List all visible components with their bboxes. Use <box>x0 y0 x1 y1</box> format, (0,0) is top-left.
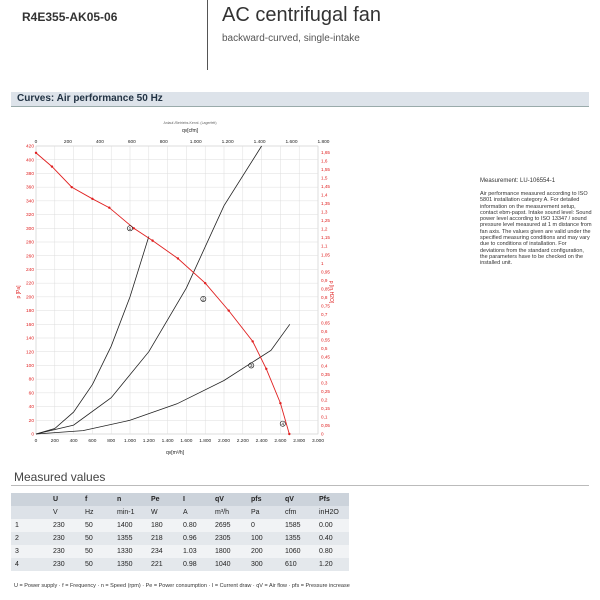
x-tick-label: 2.400 <box>255 439 268 444</box>
table-cell: 1800 <box>211 545 247 558</box>
section-title: Curves: Air performance 50 Hz <box>17 93 163 104</box>
header-cell: U <box>49 493 81 506</box>
top-tick-label: 1.800 <box>317 140 330 145</box>
right-tick-label: 1,25 <box>321 218 330 224</box>
unit-cell: Hz <box>81 506 113 519</box>
right-tick-label: 0,35 <box>321 371 330 377</box>
table-cell: 2 <box>11 532 49 545</box>
y-tick-label: 380 <box>25 172 34 178</box>
x-tick-label: 200 <box>50 439 59 444</box>
x-tick-label: 400 <box>69 439 78 444</box>
page-title: AC centrifugal fan <box>222 4 381 26</box>
right-tick-label: 1,3 <box>321 209 328 215</box>
table-cell: 221 <box>147 558 179 571</box>
right-tick-label: 0,85 <box>321 286 330 292</box>
unit-cell: inH2O <box>315 506 349 519</box>
right-tick-label: 0,45 <box>321 354 330 360</box>
y-tick-label: 320 <box>25 213 34 219</box>
table-cell: 1400 <box>113 519 147 532</box>
x-tick-label: 1.800 <box>199 439 212 444</box>
y-tick-label: 280 <box>25 240 34 246</box>
table-cell: 180 <box>147 519 179 532</box>
table-cell: 230 <box>49 545 81 558</box>
right-tick-label: 1,5 <box>321 175 328 181</box>
header-cell: f <box>81 493 113 506</box>
page-subtitle: backward-curved, single-intake <box>222 33 360 44</box>
table-cell: 2695 <box>211 519 247 532</box>
table-cell: 1.03 <box>179 545 211 558</box>
table-units-row <box>11 506 349 519</box>
right-tick-label: 0,25 <box>321 388 330 394</box>
table-cell: 50 <box>81 532 113 545</box>
table-cell: 0.96 <box>179 532 211 545</box>
top-tick-label: 0 <box>34 140 38 145</box>
unit-cell: min-1 <box>113 506 147 519</box>
right-tick-label: 0,1 <box>321 414 328 420</box>
table-row <box>11 532 349 545</box>
fan-curve-marker <box>71 186 73 188</box>
right-tick-label: 0,65 <box>321 320 330 326</box>
table-cell: 200 <box>247 545 281 558</box>
table-cell: 1585 <box>281 519 315 532</box>
right-tick-label: 1,05 <box>321 252 330 258</box>
table-cell: 1040 <box>211 558 247 571</box>
unit-cell: W <box>147 506 179 519</box>
y-tick-label: 400 <box>25 158 34 164</box>
right-tick-label: 0,55 <box>321 337 330 343</box>
fan-curve-marker <box>108 207 110 209</box>
y-tick-label: 260 <box>25 254 34 260</box>
table-cell: 0 <box>247 519 281 532</box>
right-tick-label: 1 <box>321 260 324 266</box>
table-cell: 100 <box>247 532 281 545</box>
fan-curve-marker <box>91 198 93 200</box>
top-tick-label: 1.000 <box>189 140 202 145</box>
table-cell: 0.98 <box>179 558 211 571</box>
right-tick-label: 0,15 <box>321 405 330 411</box>
measurement-note: Air performance measured according to ISO 5801 installation category A. For detailed information on the measurement setup, contact ebm-papst. Intake sound level: Sound power level according to ISO 13347 / sound pressure level measured at 1 m distance from fan axis. The values given are valid under the specified measuring conditions and may vary due to conditions of installation. For deviations from the standard configuration, the parameters have to be checked on the installed unit. <box>480 191 592 267</box>
fan-curve-marker <box>228 309 230 311</box>
table-cell: 50 <box>81 558 113 571</box>
fan-curve-marker <box>288 433 290 435</box>
measured-values-divider <box>11 485 589 486</box>
fan-curve-marker <box>265 368 267 370</box>
operating-point-label: 1 <box>128 226 132 232</box>
right-tick-label: 1,65 <box>321 149 330 155</box>
right-tick-label: 0,75 <box>321 303 330 309</box>
top-tick-label: 600 <box>127 140 136 145</box>
table-cell: 3 <box>11 545 49 558</box>
table-cell: 0.80 <box>315 545 349 558</box>
x-tick-label: 1.200 <box>142 439 155 444</box>
y-tick-label: 0 <box>31 432 34 438</box>
x-tick-label: 2.200 <box>236 439 249 444</box>
table-row <box>11 519 349 532</box>
header-cell: I <box>179 493 211 506</box>
fan-curve-marker <box>204 282 206 284</box>
top-tick-label: 1.400 <box>253 140 266 145</box>
y-tick-label: 240 <box>25 268 34 274</box>
right-tick-label: 0,4 <box>321 363 328 369</box>
top-tick-label: 200 <box>63 140 72 145</box>
fan-curve-marker <box>35 152 37 154</box>
right-tick-label: 1,45 <box>321 183 330 189</box>
table-cell: 1355 <box>113 532 147 545</box>
operating-point-label: 2 <box>201 297 205 303</box>
table-header-row <box>11 493 349 506</box>
y-tick-label: 80 <box>28 377 34 383</box>
unit-cell: Pa <box>247 506 281 519</box>
right-tick-label: 1,1 <box>321 243 328 249</box>
header-cell <box>11 493 49 506</box>
y-tick-label: 40 <box>28 405 34 411</box>
table-cell: 0.80 <box>179 519 211 532</box>
air-performance-chart <box>0 112 335 457</box>
y-tick-label: 220 <box>25 281 34 287</box>
header-cell: n <box>113 493 147 506</box>
table-cell: 1 <box>11 519 49 532</box>
top-tick-label: 400 <box>95 140 104 145</box>
fan-curve-marker <box>133 227 135 229</box>
measurement-id: Measurement: LU-106554-1 <box>480 178 556 184</box>
fan-curve-marker <box>151 239 153 241</box>
right-tick-label: 1,35 <box>321 201 330 207</box>
fan-curve-marker <box>279 402 281 404</box>
top-axis-caption: Anlauf-/Betriebs-Kennl. (Lagerfett) <box>163 121 217 125</box>
measured-values-title: Measured values <box>14 470 106 484</box>
y-tick-label: 340 <box>25 199 34 205</box>
left-axis-label: p [Pa] <box>16 285 22 299</box>
right-tick-label: 1,55 <box>321 166 330 172</box>
measured-values-table <box>11 493 349 571</box>
y-tick-label: 160 <box>25 322 34 328</box>
table-cell: 1355 <box>281 532 315 545</box>
table-cell: 1060 <box>281 545 315 558</box>
header-divider <box>207 0 208 70</box>
right-tick-label: 1,6 <box>321 158 328 164</box>
fan-curve-marker <box>251 340 253 342</box>
header-cell: qV <box>211 493 247 506</box>
y-tick-label: 140 <box>25 336 34 342</box>
model-number: R4E355-AK05-06 <box>22 10 118 24</box>
operating-point-label: 4 <box>281 422 285 428</box>
table-cell: 0.00 <box>315 519 349 532</box>
right-tick-label: 0,8 <box>321 294 328 300</box>
top-tick-label: 1.600 <box>285 140 298 145</box>
fan-curve-marker <box>177 257 179 259</box>
x-tick-label: 1.600 <box>180 439 193 444</box>
header-cell: pfs <box>247 493 281 506</box>
table-cell: 300 <box>247 558 281 571</box>
x-tick-label: 1.000 <box>123 439 137 444</box>
right-tick-label: 0,2 <box>321 397 328 403</box>
right-tick-label: 1,2 <box>321 226 328 232</box>
table-cell: 230 <box>49 558 81 571</box>
y-tick-label: 180 <box>25 309 34 315</box>
unit-cell: m³/h <box>211 506 247 519</box>
right-axis-label: p [in.H2O] <box>328 280 334 304</box>
table-cell: 2305 <box>211 532 247 545</box>
table-legend: U = Power supply · f = Frequency · n = Speed (rpm) · Pe = Power consumption · I = Current draw · qV = Air flow · pfs = Pressure increase <box>14 583 350 589</box>
right-tick-label: 0,6 <box>321 329 328 335</box>
right-tick-label: 0 <box>321 431 324 437</box>
header-cell: qV <box>281 493 315 506</box>
table-row <box>11 545 349 558</box>
header-cell: Pe <box>147 493 179 506</box>
unit-cell: cfm <box>281 506 315 519</box>
y-tick-label: 420 <box>25 144 34 150</box>
top-tick-label: 800 <box>159 140 168 145</box>
y-tick-label: 120 <box>25 350 34 356</box>
y-tick-label: 20 <box>28 418 34 424</box>
header-cell: Pfs <box>315 493 349 506</box>
unit-cell: V <box>49 506 81 519</box>
right-tick-label: 0,7 <box>321 312 328 318</box>
section-header-bar <box>11 92 589 107</box>
table-cell: 1330 <box>113 545 147 558</box>
right-tick-label: 0,3 <box>321 380 328 386</box>
bottom-axis-label: qv[m³/h] <box>165 450 185 456</box>
unit-cell: A <box>179 506 211 519</box>
table-row <box>11 558 349 571</box>
table-cell: 50 <box>81 519 113 532</box>
y-tick-label: 300 <box>25 226 34 232</box>
fan-curve-marker <box>51 165 53 167</box>
x-tick-label: 0 <box>34 439 38 444</box>
top-tick-label: 1.200 <box>221 140 234 145</box>
table-cell: 218 <box>147 532 179 545</box>
right-tick-label: 0,5 <box>321 346 328 352</box>
y-tick-label: 100 <box>25 364 34 370</box>
right-tick-label: 1,4 <box>321 192 328 198</box>
table-cell: 230 <box>49 532 81 545</box>
operating-point-label: 3 <box>249 364 253 370</box>
table-cell: 1350 <box>113 558 147 571</box>
y-tick-label: 60 <box>28 391 34 397</box>
x-tick-label: 2.800 <box>293 439 306 444</box>
table-cell: 50 <box>81 545 113 558</box>
right-tick-label: 1,15 <box>321 235 330 241</box>
right-tick-label: 0,95 <box>321 269 330 275</box>
unit-cell <box>11 506 49 519</box>
y-tick-label: 200 <box>25 295 34 301</box>
right-tick-label: 0,05 <box>321 423 330 429</box>
y-tick-label: 360 <box>25 185 34 191</box>
top-axis-label: qv[cfm] <box>181 128 199 134</box>
x-tick-label: 600 <box>88 439 97 444</box>
x-tick-label: 3.000 <box>311 439 325 444</box>
table-cell: 230 <box>49 519 81 532</box>
x-tick-label: 1.400 <box>161 439 174 444</box>
x-tick-label: 2.600 <box>274 439 287 444</box>
table-cell: 4 <box>11 558 49 571</box>
right-tick-label: 0,9 <box>321 277 328 283</box>
table-cell: 610 <box>281 558 315 571</box>
x-tick-label: 800 <box>107 439 116 444</box>
table-cell: 234 <box>147 545 179 558</box>
table-cell: 0.40 <box>315 532 349 545</box>
x-tick-label: 2.000 <box>217 439 231 444</box>
table-cell: 1.20 <box>315 558 349 571</box>
